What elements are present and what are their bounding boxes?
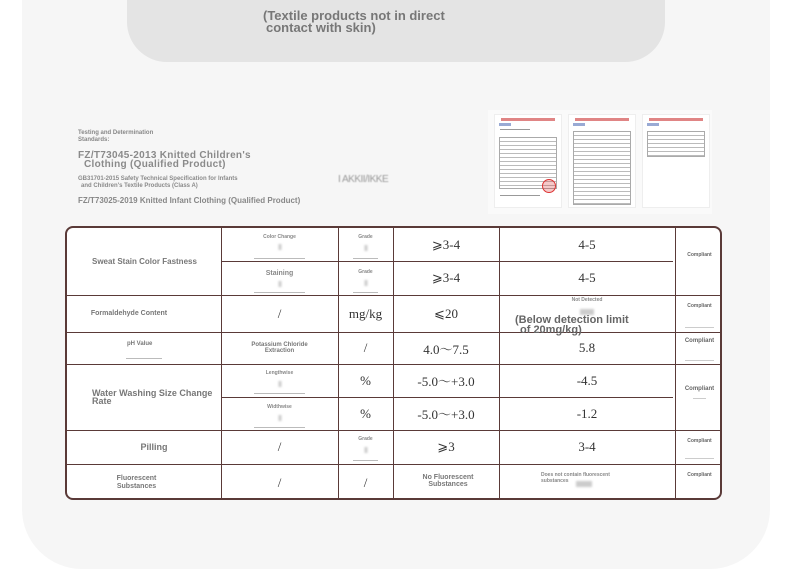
verdict-ph: Compliant [675, 332, 722, 364]
result-fluorescent: Does not contain fluorescent substances [499, 464, 675, 500]
standard-secondary: FZ/T73025-2019 Knitted Infant Clothing (Qualified Product) [78, 196, 301, 205]
req-widthwise: -5.0～+3.0 [417, 407, 475, 422]
req-fluorescent: No Fluorescent Substances [422, 474, 474, 488]
standard-gb: GB31701-2015 Safety Technical Specification for Infants and Children's Textile Products (Class A) [78, 176, 238, 189]
detection-limit-note: (Below detection limit of 20mg/kg) [515, 314, 629, 336]
verdict-washing: Compliant [675, 364, 722, 430]
sub-widthwise: Widthwise [221, 397, 338, 430]
item-sweat-fastness: Sweat Stain Color Fastness [92, 256, 197, 266]
result-sweat-change: 4-5 [578, 236, 596, 252]
unit-grade-3: Grade [338, 430, 393, 464]
item-washing-size: Water Washing Size Change Rate [92, 388, 213, 406]
result-ph: 5.8 [578, 340, 596, 355]
unit-ph: / [363, 340, 368, 355]
result-widthwise: -1.2 [576, 405, 598, 421]
signature: I AKKII/IKKE [338, 174, 389, 185]
item-ph: pH Value [67, 332, 221, 364]
req-formaldehyde: ⩽20 [434, 305, 458, 321]
req-sweat-change: ⩾3-4 [431, 236, 461, 252]
req-pilling: ⩾3 [437, 439, 455, 454]
report-page-3 [642, 114, 710, 208]
sub-lengthwise: Lengthwise [221, 364, 338, 397]
standard-primary: FZ/T73045-2013 Knitted Children's Clothing (Qualified Product) [78, 150, 251, 170]
results-table [65, 226, 722, 500]
item-pilling: Pilling [140, 442, 168, 452]
result-formaldehyde: Not Detected [499, 295, 675, 332]
verdict-fluorescent: Compliant [687, 472, 712, 478]
verdict-pilling: Compliant [675, 430, 722, 464]
sub-pilling: / [277, 439, 282, 454]
result-sweat-staining: 4-5 [578, 270, 596, 285]
result-pilling: 3-4 [578, 439, 596, 454]
sub-fluorescent: / [277, 475, 282, 490]
sub-ph: Potassium Chloride Extraction [251, 342, 308, 354]
report-page-2 [568, 114, 636, 208]
item-fluorescent: Fluorescent Substances [116, 475, 157, 490]
sub-color-change: Color Change [221, 228, 338, 261]
red-seal-icon [542, 179, 556, 193]
unit-mgkg: mg/kg [348, 305, 383, 321]
report-page-1 [494, 114, 562, 208]
verdict-formaldehyde: Compliant [675, 295, 722, 332]
sub-formaldehyde: / [277, 305, 282, 321]
test-report-thumbnails [488, 110, 712, 214]
standards-title: Testing and Determination Standards: [78, 130, 154, 143]
result-lengthwise: -4.5 [576, 372, 598, 388]
verdict-sweat: Compliant [687, 252, 712, 258]
req-ph: 4.0～7.5 [423, 341, 469, 357]
unit-percent-2: % [360, 405, 371, 421]
unit-grade-2: Grade [338, 261, 393, 295]
req-lengthwise: -5.0～+3.0 [417, 374, 475, 389]
top-note: (Textile products not in direct contact with skin) [263, 8, 445, 35]
unit-grade-1: Grade [338, 228, 393, 261]
standards-block [78, 130, 338, 205]
req-sweat-staining: ⩾3-4 [431, 270, 461, 285]
sub-staining: Staining [221, 261, 338, 295]
item-formaldehyde: Formaldehyde Content [90, 309, 168, 317]
unit-fluorescent: / [363, 475, 368, 490]
unit-percent-1: % [360, 372, 371, 388]
